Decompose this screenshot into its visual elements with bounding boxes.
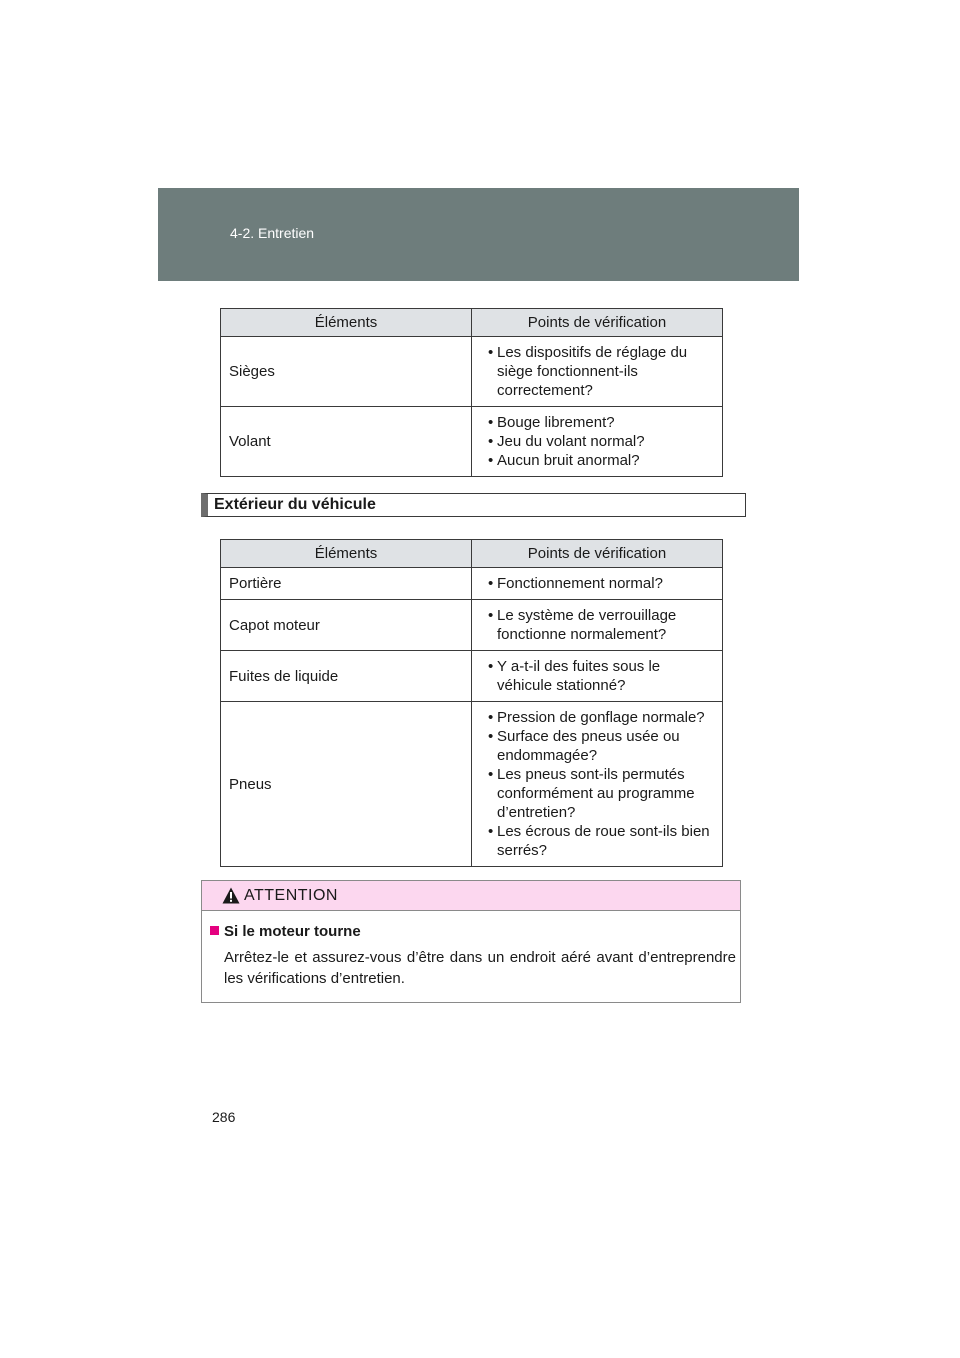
checks-cell <box>472 337 723 407</box>
caution-title: ATTENTION <box>244 887 338 904</box>
table-row <box>221 600 723 651</box>
item-cell: Fuites de liquide <box>221 651 472 702</box>
checks-cell <box>472 568 723 600</box>
checks-cell <box>472 600 723 651</box>
check-item: • Pression de gonflage normale? <box>480 708 714 727</box>
item-cell: Volant <box>221 407 472 477</box>
bullet-square-icon <box>210 926 219 935</box>
check-item: • Bouge librement? <box>480 413 714 432</box>
table-header-row <box>221 540 723 568</box>
check-item: • Y a-t-il des fuites sous le véhicule stationné? <box>480 657 714 695</box>
table-header-row <box>221 309 723 337</box>
column-header-items: Éléments <box>221 540 472 568</box>
check-item: • Aucun bruit anormal? <box>480 451 714 470</box>
section-heading <box>201 493 746 517</box>
table-row <box>221 651 723 702</box>
section-title: Extérieur du véhicule <box>214 496 376 513</box>
check-item: • Le système de verrouillage fonctionne normalement? <box>480 606 714 644</box>
section-breadcrumb: 4-2. Entretien <box>230 225 315 241</box>
table-row <box>221 568 723 600</box>
checks-cell <box>472 407 723 477</box>
item-cell: Capot moteur <box>221 600 472 651</box>
check-item: • Les écrous de roue sont-ils bien serrés? <box>480 822 714 860</box>
page-number: 286 <box>212 1109 236 1125</box>
item-cell: Pneus <box>221 702 472 867</box>
warning-triangle-icon <box>222 887 240 909</box>
table-row <box>221 702 723 867</box>
item-cell: Sièges <box>221 337 472 407</box>
column-header-items: Éléments <box>221 309 472 337</box>
exterior-check-table <box>220 539 723 867</box>
item-cell: Portière <box>221 568 472 600</box>
checks-cell <box>472 651 723 702</box>
column-header-checks: Points de vérification <box>472 540 723 568</box>
checks-cell <box>472 702 723 867</box>
check-item: • Fonctionnement normal? <box>480 574 714 593</box>
check-item: • Surface des pneus usée ou endommagée? <box>480 727 714 765</box>
column-header-checks: Points de vérification <box>472 309 723 337</box>
caution-subtitle-row <box>210 923 361 940</box>
interior-check-table <box>220 308 723 477</box>
caution-subtitle: Si le moteur tourne <box>224 923 361 940</box>
caution-text: Arrêtez-le et assurez-vous d’être dans un endroit aéré avant d’entreprendre les vérifications d’entretien. <box>224 949 736 987</box>
caution-box <box>201 880 741 1003</box>
check-item: • Les dispositifs de réglage du siège fonctionnent-ils correctement? <box>480 343 714 400</box>
caution-header <box>202 881 740 911</box>
check-item: • Jeu du volant normal? <box>480 432 714 451</box>
table-row <box>221 337 723 407</box>
table-row <box>221 407 723 477</box>
check-item: • Les pneus sont-ils permutés conformément au programme d’entretien? <box>480 765 714 822</box>
